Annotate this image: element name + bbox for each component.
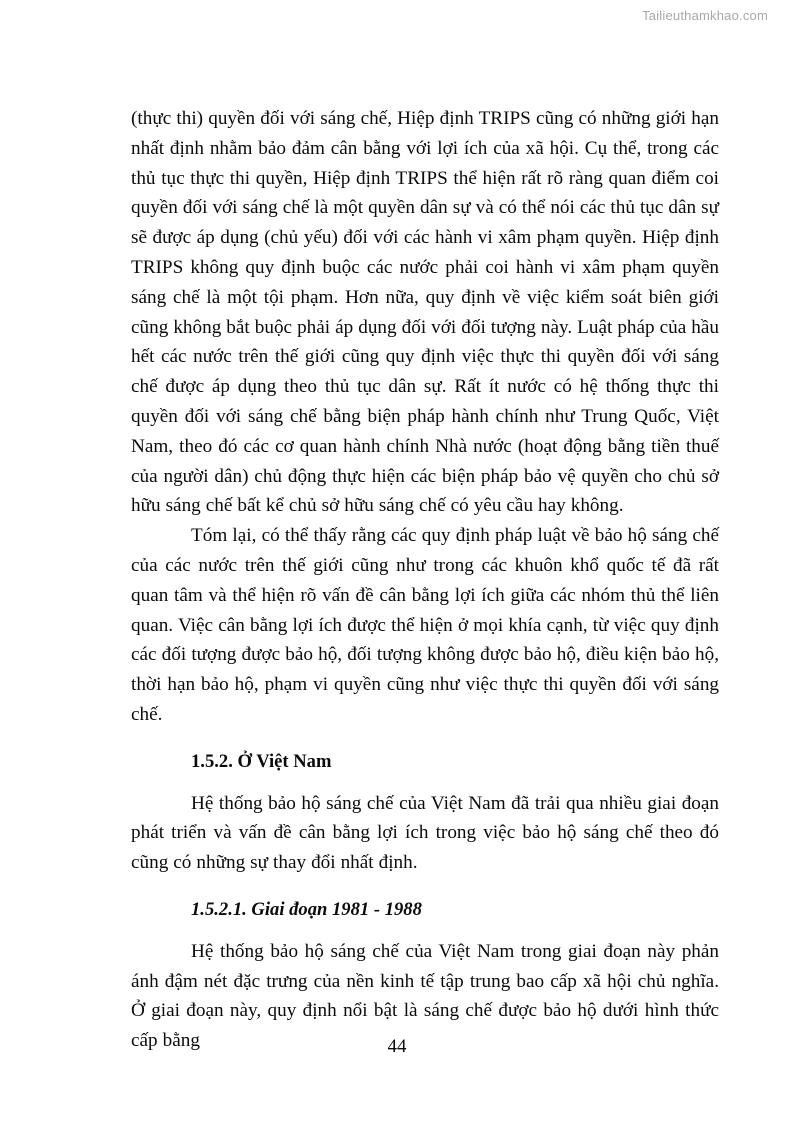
section-subheading-1-5-2-1: 1.5.2.1. Giai đoạn 1981 - 1988 [191,898,422,920]
page-content [131,104,719,1056]
body-paragraph-4: Hệ thống bảo hộ sáng chế của Việt Nam trong giai đoạn này phản ánh đậm nét đặc trưng của nền kinh tế tập trung bao cấp xã hội chủ nghĩa. Ở giai đoạn này, quy định nổi bật là sáng chế được bảo hộ dưới hình thức cấp bằng [131,940,719,1052]
watermark-text: Tailieuthamkhao.com [642,8,768,23]
body-paragraph-2: Tóm lại, có thể thấy rằng các quy định pháp luật về bảo hộ sáng chế của các nước trên thế giới cũng như trong các khuôn khổ quốc tế đã rất quan tâm và thể hiện rõ vấn đề cân bằng lợi ích giữa các nhóm thủ thể liên quan. Việc cân bằng lợi ích được thể hiện ở mọi khía cạnh, từ việc quy định các đối tượng được bảo hộ, đối tượng không được bảo hộ, điều kiện bảo hộ, thời hạn bảo hộ, phạm vi quyền cũng như việc thực thi quyền đối với sáng chế. [131,525,719,725]
body-paragraph-3: Hệ thống bảo hộ sáng chế của Việt Nam đã trải qua nhiều giai đoạn phát triển và vấn đề cân bằng lợi ích trong việc bảo hộ sáng chế theo đó cũng có những sự thay đổi nhất định. [131,792,719,874]
body-paragraph-1: (thực thi) quyền đối với sáng chế, Hiệp định TRIPS cũng có những giới hạn nhất định nhằm bảo đảm cân bằng với lợi ích của xã hội. Cụ thể, trong các thủ tục thực thi quyền, Hiệp định TRIPS thể hiện rất rõ ràng quan điểm coi quyền đối với sáng chế là một quyền dân sự và có thể nói các thủ tục dân sự sẽ được áp dụng (chủ yếu) đối với các hành vi xâm phạm quyền. Hiệp định TRIPS không quy định buộc các nước phải coi hành vi xâm phạm quyền sáng chế là một tội phạm. Hơn nữa, quy định về việc kiểm soát biên giới cũng không bắt buộc phải áp dụng đối với đối tượng này. Luật pháp của hầu hết các nước trên thế giới cũng quy định việc thực thi quyền đối với sáng chế được áp dụng theo thủ tục dân sự. Rất ít nước có hệ thống thực thi quyền đối với sáng chế bằng biện pháp hành chính như Trung Quốc, Việt Nam, theo đó các cơ quan hành chính Nhà nước (hoạt động bằng tiền thuế của người dân) chủ động thực hiện các biện pháp bảo vệ quyền cho chủ sở hữu sáng chế bất kể chủ sở hữu sáng chế có yêu cầu hay không. [131,108,719,517]
section-heading-1-5-2: 1.5.2. Ở Việt Nam [191,750,332,772]
page-number: 44 [387,1036,407,1057]
